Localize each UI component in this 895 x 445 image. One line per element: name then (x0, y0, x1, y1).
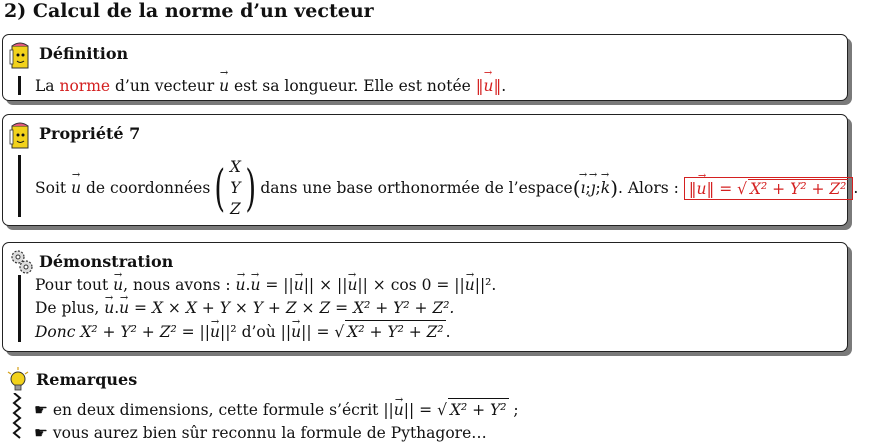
demonstration-text (35, 274, 496, 344)
gears-icon (9, 248, 35, 276)
propriete-text: Soit → u de coordonnées ( X Y Z ) dans une base orthonormée de l’espace ( → ı ; → ȷ ; → k ) . Alors : ‖→ u‖ = √ X² + Y² + Z² . (35, 155, 858, 221)
propriete-box (2, 114, 859, 226)
definition-bar (18, 76, 21, 95)
demo-line-2: De plus, → u.→ u = X × X + Y × Y + Z × Z = X² + Y² + Z². (35, 297, 496, 320)
definition-heading: Définition (39, 44, 129, 63)
remarques-list (34, 398, 519, 445)
norm-formula-box: ‖→ u‖ = √ X² + Y² + Z² (684, 177, 854, 200)
demo-line-3: Donc X² + Y² + Z² = ||→ u||² d’où ||→ u|| = √ X² + Y² + Z² . (35, 320, 496, 344)
norme-term: norme (59, 77, 111, 95)
book-icon (9, 120, 35, 150)
propriete-heading: Propriété 7 (39, 124, 141, 143)
zigzag-bar (10, 393, 24, 441)
hand-pointer-icon: ☛ (34, 424, 48, 442)
demonstration-bar (18, 275, 21, 342)
hand-pointer-icon: ☛ (34, 401, 48, 419)
lightbulb-icon (5, 366, 31, 394)
propriete-bar (18, 155, 21, 217)
demo-line-1: Pour tout → u, nous avons : → u.→ u = ||→ u|| × ||→ u|| × cos 0 = ||→ u||². (35, 274, 496, 297)
list-item: ☛ vous aurez bien sûr reconnu la formule de Pythagore… (34, 424, 487, 442)
definition-text: La norme d’un vecteur → u est sa longueur. Elle est notée ‖→ u‖. (35, 77, 506, 95)
list-item: ☛ en deux dimensions, cette formule s’écrit ||→ u|| = √ X² + Y² ; (34, 398, 519, 422)
coordinates-matrix: ( X Y Z ) (214, 157, 256, 218)
section-title: 2) Calcul de la norme d’un vecteur (4, 0, 374, 22)
remarques-heading: Remarques (36, 370, 138, 389)
demonstration-heading: Démonstration (39, 252, 174, 271)
book-icon (9, 40, 35, 70)
demonstration-box (2, 242, 848, 352)
definition-box (2, 34, 848, 101)
